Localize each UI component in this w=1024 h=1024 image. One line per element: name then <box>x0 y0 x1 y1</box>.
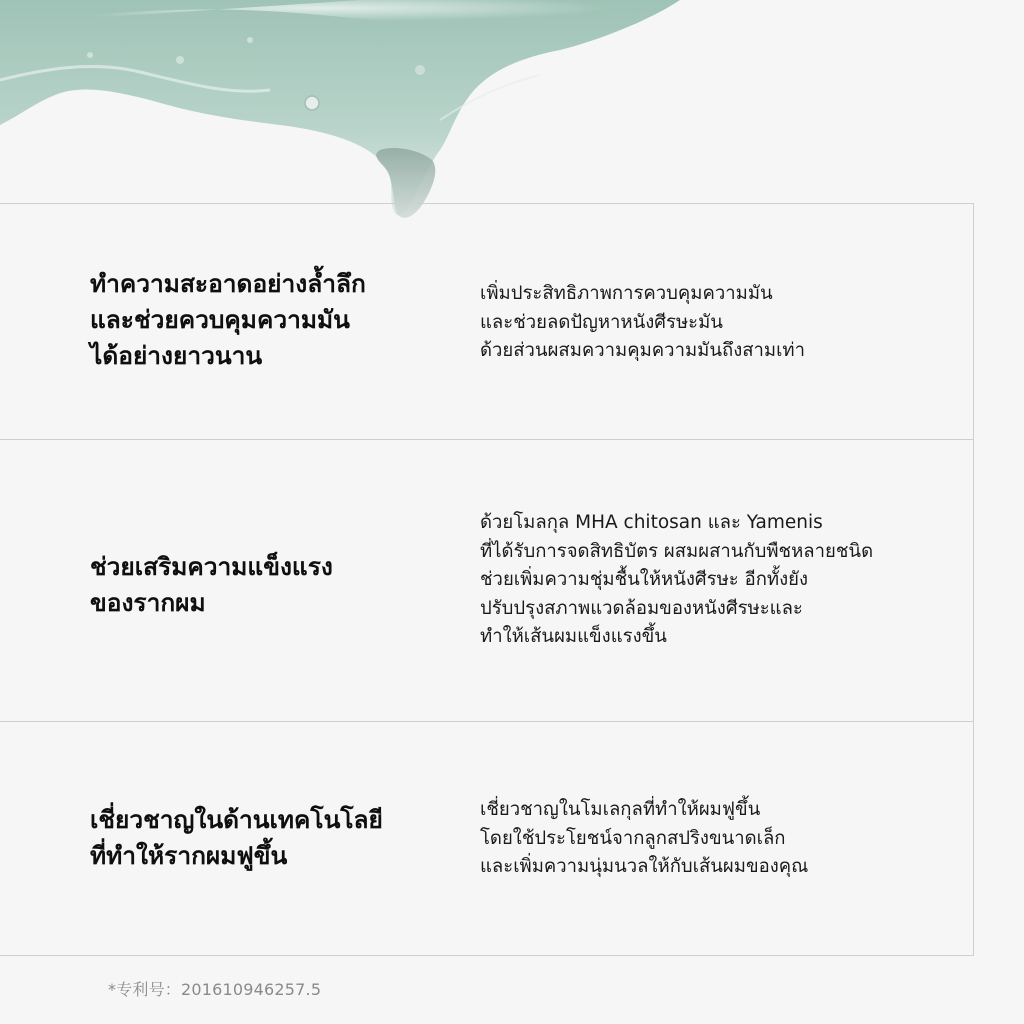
feature-heading: ทำความสะอาดอย่างล้ำลึก และช่วยควบคุมความมัน ได้อย่างยาวนาน <box>90 269 366 370</box>
feature-description: ด้วยโมลกุล MHA chitosan และ Yamenis ที่ได้รับการจดสิทธิบัตร ผสมผสานกับพืชหลายชนิด ช่วยเพิ่มความชุ่มชื้นให้หนังศีรษะ อีกทั้งยัง ปรับปรุงสภาพแวดล้อมของหนังศีรษะและ ทำให้เส้นผมแข็งแรงขึ้น <box>480 512 874 647</box>
feature-heading: เชี่ยวชาญในด้านเทคโนโลยี ที่ทำให้รากผมฟูขึ้น <box>90 805 383 870</box>
mint-gel-hero-image <box>0 0 1024 230</box>
features-table <box>0 203 974 956</box>
feature-heading: ช่วยเสริมความแข็งแรง ของรากผม <box>90 552 333 617</box>
feature-row-deep-cleansing <box>0 204 973 440</box>
feature-description: เพิ่มประสิทธิภาพการควบคุมความมัน และช่วยลดปัญหาหนังศีรษะมัน ด้วยส่วนผสมความคุมความมันถึงสามเท่า <box>480 283 806 361</box>
patent-footnote: *专利号：201610946257.5 <box>108 980 322 999</box>
feature-row-volume-technology <box>0 722 973 955</box>
feature-row-root-strength <box>0 440 973 722</box>
mint-gel-texture <box>0 0 1024 230</box>
feature-description: เชี่ยวชาญในโมเลกุลที่ทำให้ผมฟูขึ้น โดยใช้ประโยชน์จากลูกสปริงขนาดเล็ก และเพิ่มความนุ่มนวลให้กับเส้นผมของคุณ <box>480 799 809 877</box>
